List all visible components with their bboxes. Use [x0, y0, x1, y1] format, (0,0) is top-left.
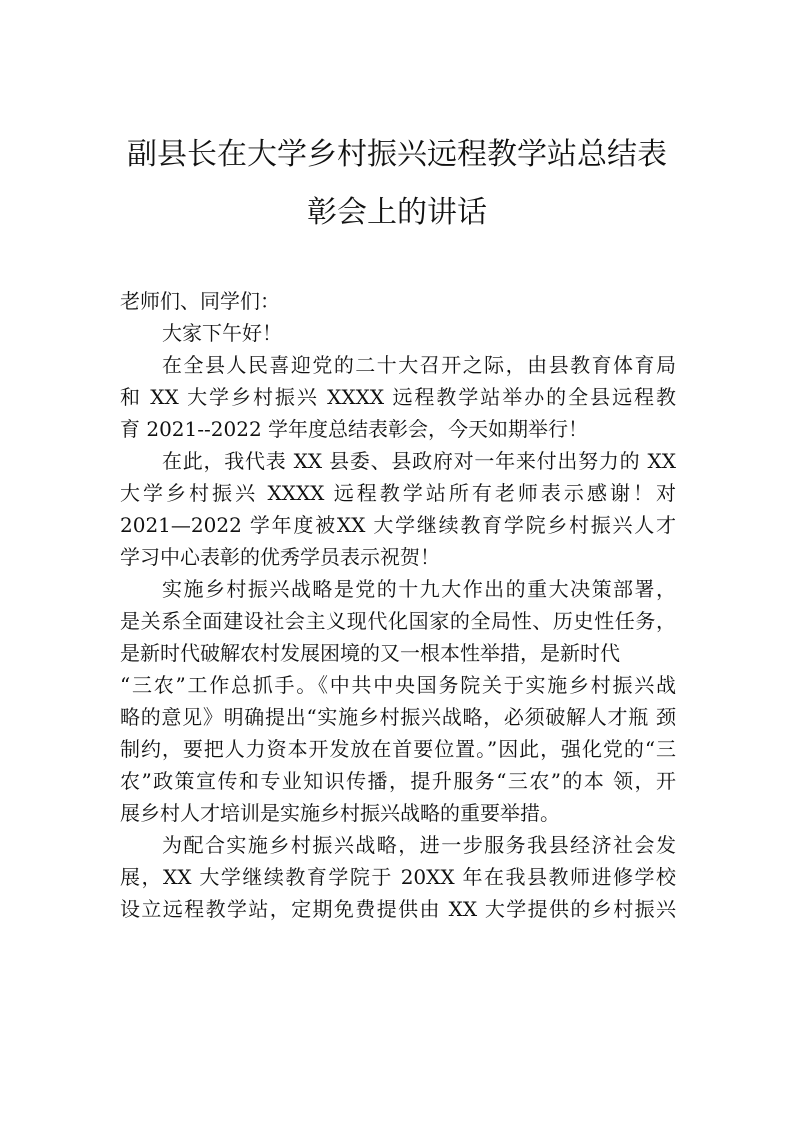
salutation: 老师们、同学们： [120, 289, 280, 313]
paragraph-line: 是关系全面建设社会主义现代化国家的全局性、历史性任务， [120, 609, 676, 633]
paragraph-line: “三农”工作总抓手。《中共中央国务院关于实施乡村振兴战 [120, 673, 676, 697]
document-title-line-2: 彰会上的讲话 [307, 195, 487, 230]
document-body [120, 286, 676, 926]
paragraph-line: 在全县人民喜迎党的二十大召开之际，由县教育体育局 [162, 353, 676, 377]
paragraph-line: 是新时代破解农村发展困境的又一根本性举措，是新时代 [120, 641, 620, 665]
paragraph-line: 大学乡村振兴 XXXX 远程教学站所有老师表示感谢！对 [120, 481, 676, 505]
paragraph-line: 2021—2022 学年度被XX 大学继续教育学院乡村振兴人才 [120, 513, 676, 537]
paragraph-line: 学习中心表彰的优秀学员表示祝贺！ [120, 545, 440, 569]
paragraph-line: 和 XX 大学乡村振兴 XXXX 远程教学站举办的全县远程教 [120, 385, 676, 409]
paragraph-line: 实施乡村振兴战略是党的十九大作出的重大决策部署， [162, 577, 676, 601]
paragraph-line: 设立远程教学站，定期免费提供由 XX 大学提供的乡村振兴 [120, 897, 676, 921]
paragraph-line: 为配合实施乡村振兴战略，进一步服务我县经济社会发 [162, 833, 676, 857]
paragraph-line: 农”政策宣传和专业知识传播，提升服务“三农”的本 领，开 [120, 769, 676, 793]
paragraph-line: 展，XX 大学继续教育学院于 20XX 年在我县教师进修学校 [120, 865, 676, 889]
paragraph-line: 展乡村人才培训是实施乡村振兴战略的重要举措。 [120, 801, 560, 825]
greeting: 大家下午好！ [162, 321, 282, 345]
paragraph-line: 制约，要把人力资本开发放在首要位置。”因此，强化党的“三 [120, 737, 676, 761]
document-title-line-1: 副县长在大学乡村振兴远程教学站总结表 [127, 137, 667, 172]
paragraph-line: 在此，我代表 XX 县委、县政府对一年来付出努力的 XX [162, 449, 676, 473]
paragraph-line: 育 2021--2022 学年度总结表彰会，今天如期举行！ [120, 417, 589, 441]
paragraph-line: 略的意见》明确提出“实施乡村振兴战略，必须破解人才瓶 颈 [120, 705, 676, 729]
